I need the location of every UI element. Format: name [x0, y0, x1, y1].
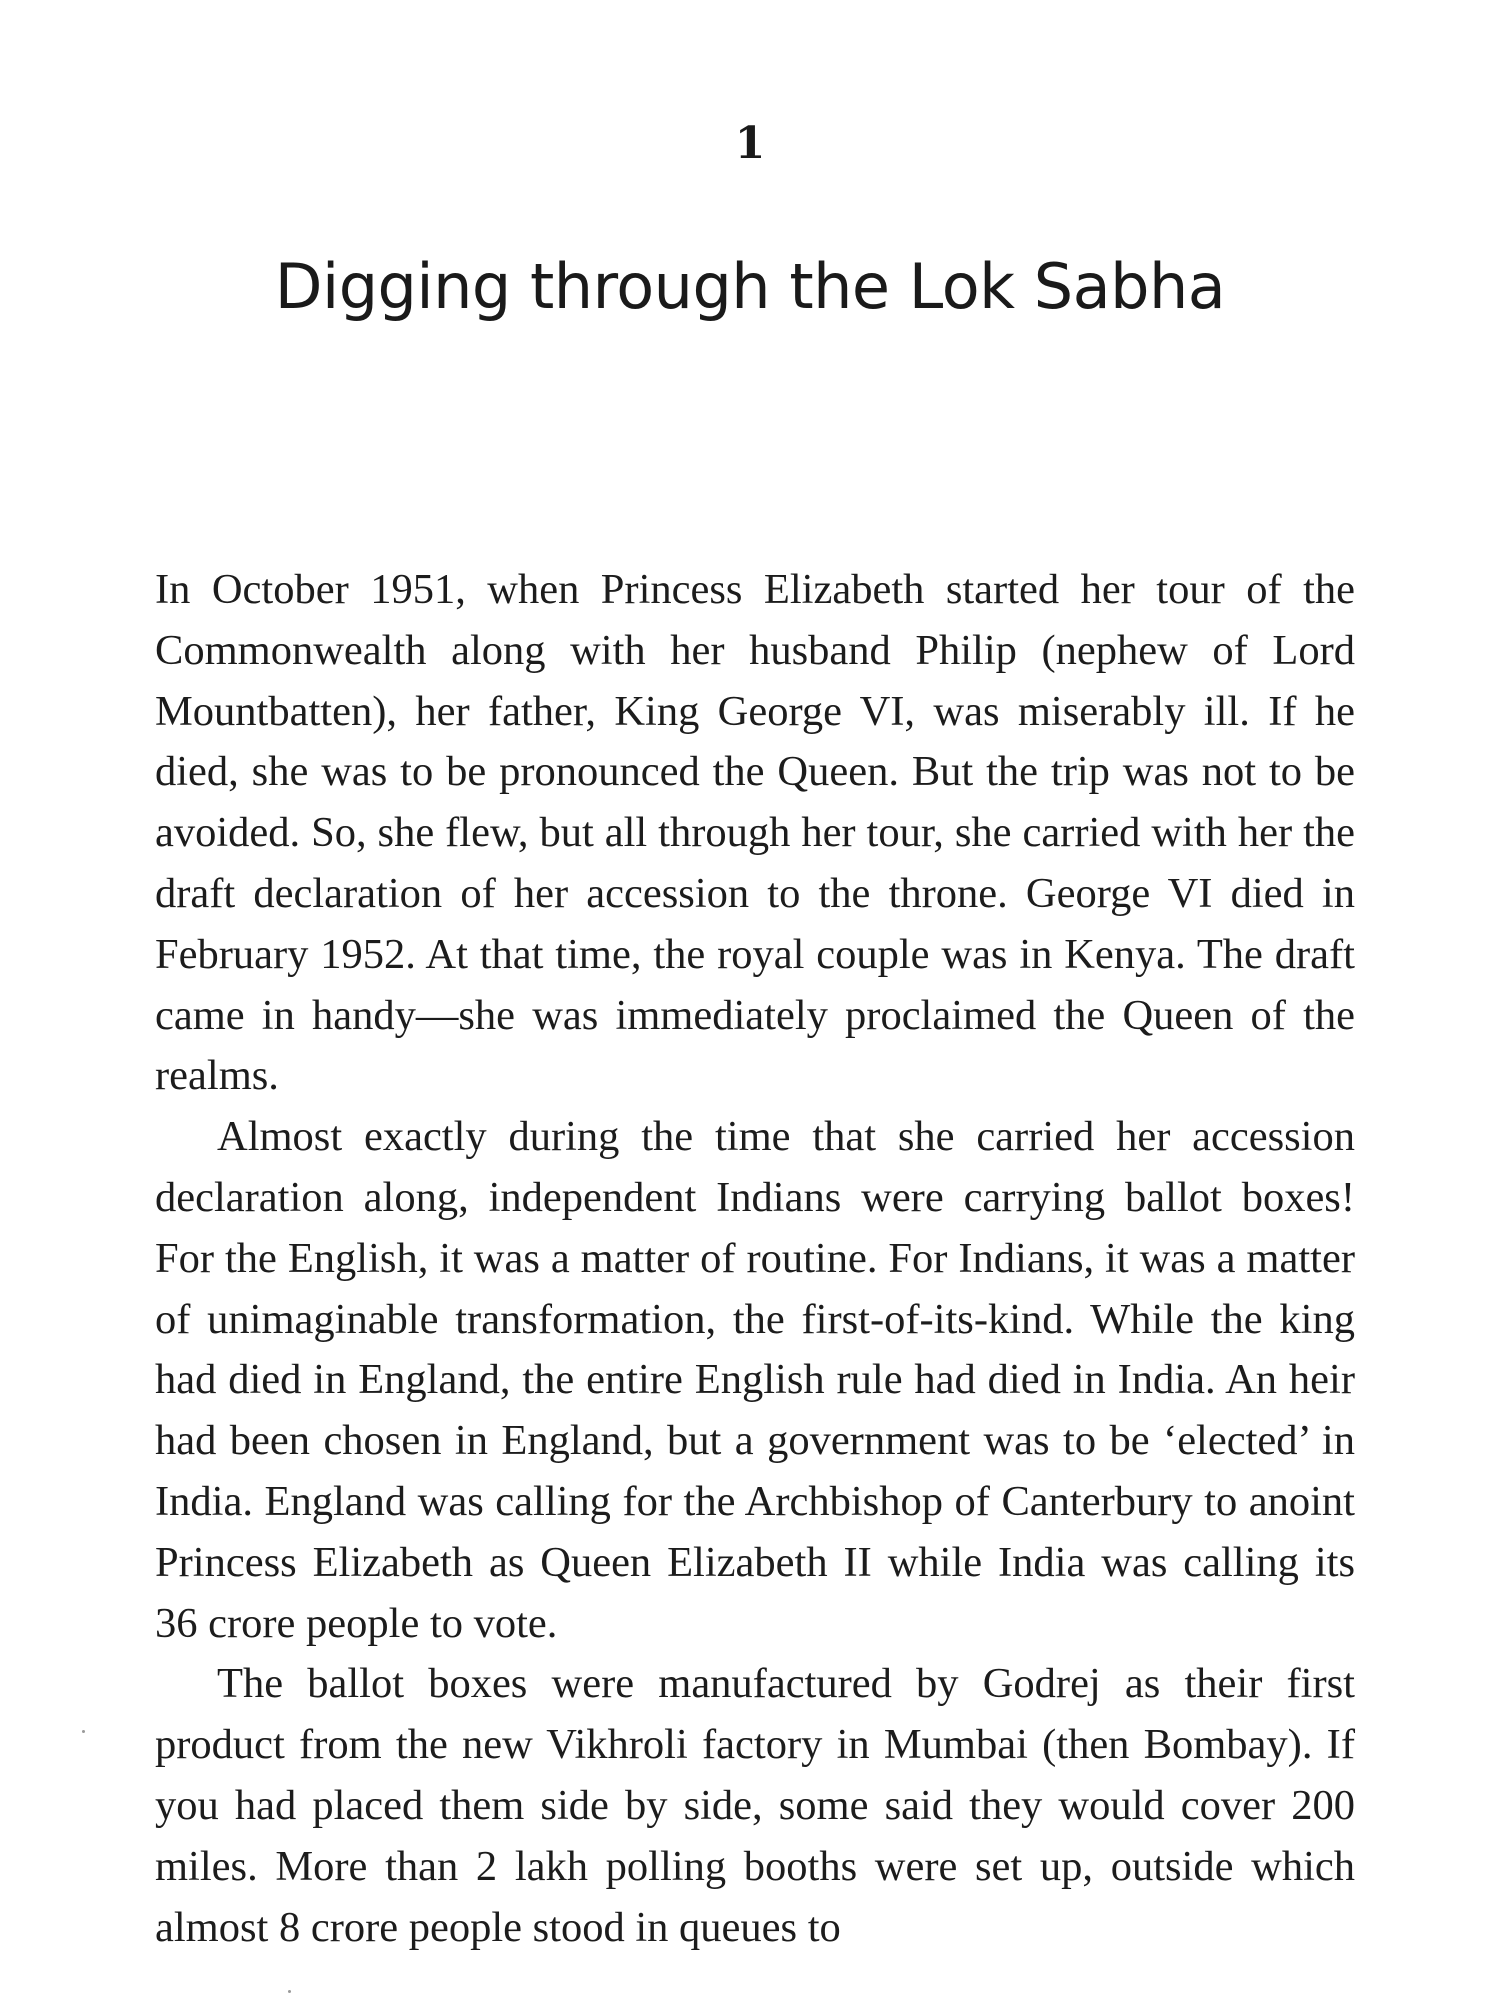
scan-speck — [82, 1730, 85, 1733]
paragraph-2: Almost exactly during the time that she carried her accession declaration along, independent Indians were carrying ballot boxes! For the English, it was a matter of routine. For Indians, it was a matter of unimaginable transformation, the first-of-its-kind. While the king had died in England, the entire English rule had died in India. An heir had been chosen in England, but a government was to be ‘elected’ in India. England was calling for the Archbishop of Canterbury to anoint Princess Elizabeth as Queen Elizabeth II while India was calling its 36 crore people to vote. — [155, 1113, 1355, 1647]
chapter-number: 1 — [734, 118, 766, 169]
chapter-body — [155, 560, 1355, 1958]
paragraph-1: In October 1951, when Princess Elizabeth started her tour of the Commonwealth along with her husband Philip (nephew of Lord Mountbatten), her father, King George VI, was miserably ill. If he died, she was to be pronounced the Queen. But the trip was not to be avoided. So, she flew, but all through her tour, she carried with her the draft declaration of her accession to the throne. George VI died in February 1952. At that time, the royal couple was in Kenya. The draft came in handy—she was immediately proclaimed the Queen of the realms. — [155, 566, 1355, 1100]
scan-speck — [288, 1990, 291, 1993]
paragraph-3: The ballot boxes were manufactured by Godrej as their first product from the new Vikhroli factory in Mumbai (then Bombay). If you had placed them side by side, some said they would cover 200 miles. More than 2 lakh polling booths were set up, outside which almost 8 crore people stood in queues to — [155, 1660, 1355, 1951]
chapter-title: Digging through the Lok Sabha — [274, 250, 1226, 323]
